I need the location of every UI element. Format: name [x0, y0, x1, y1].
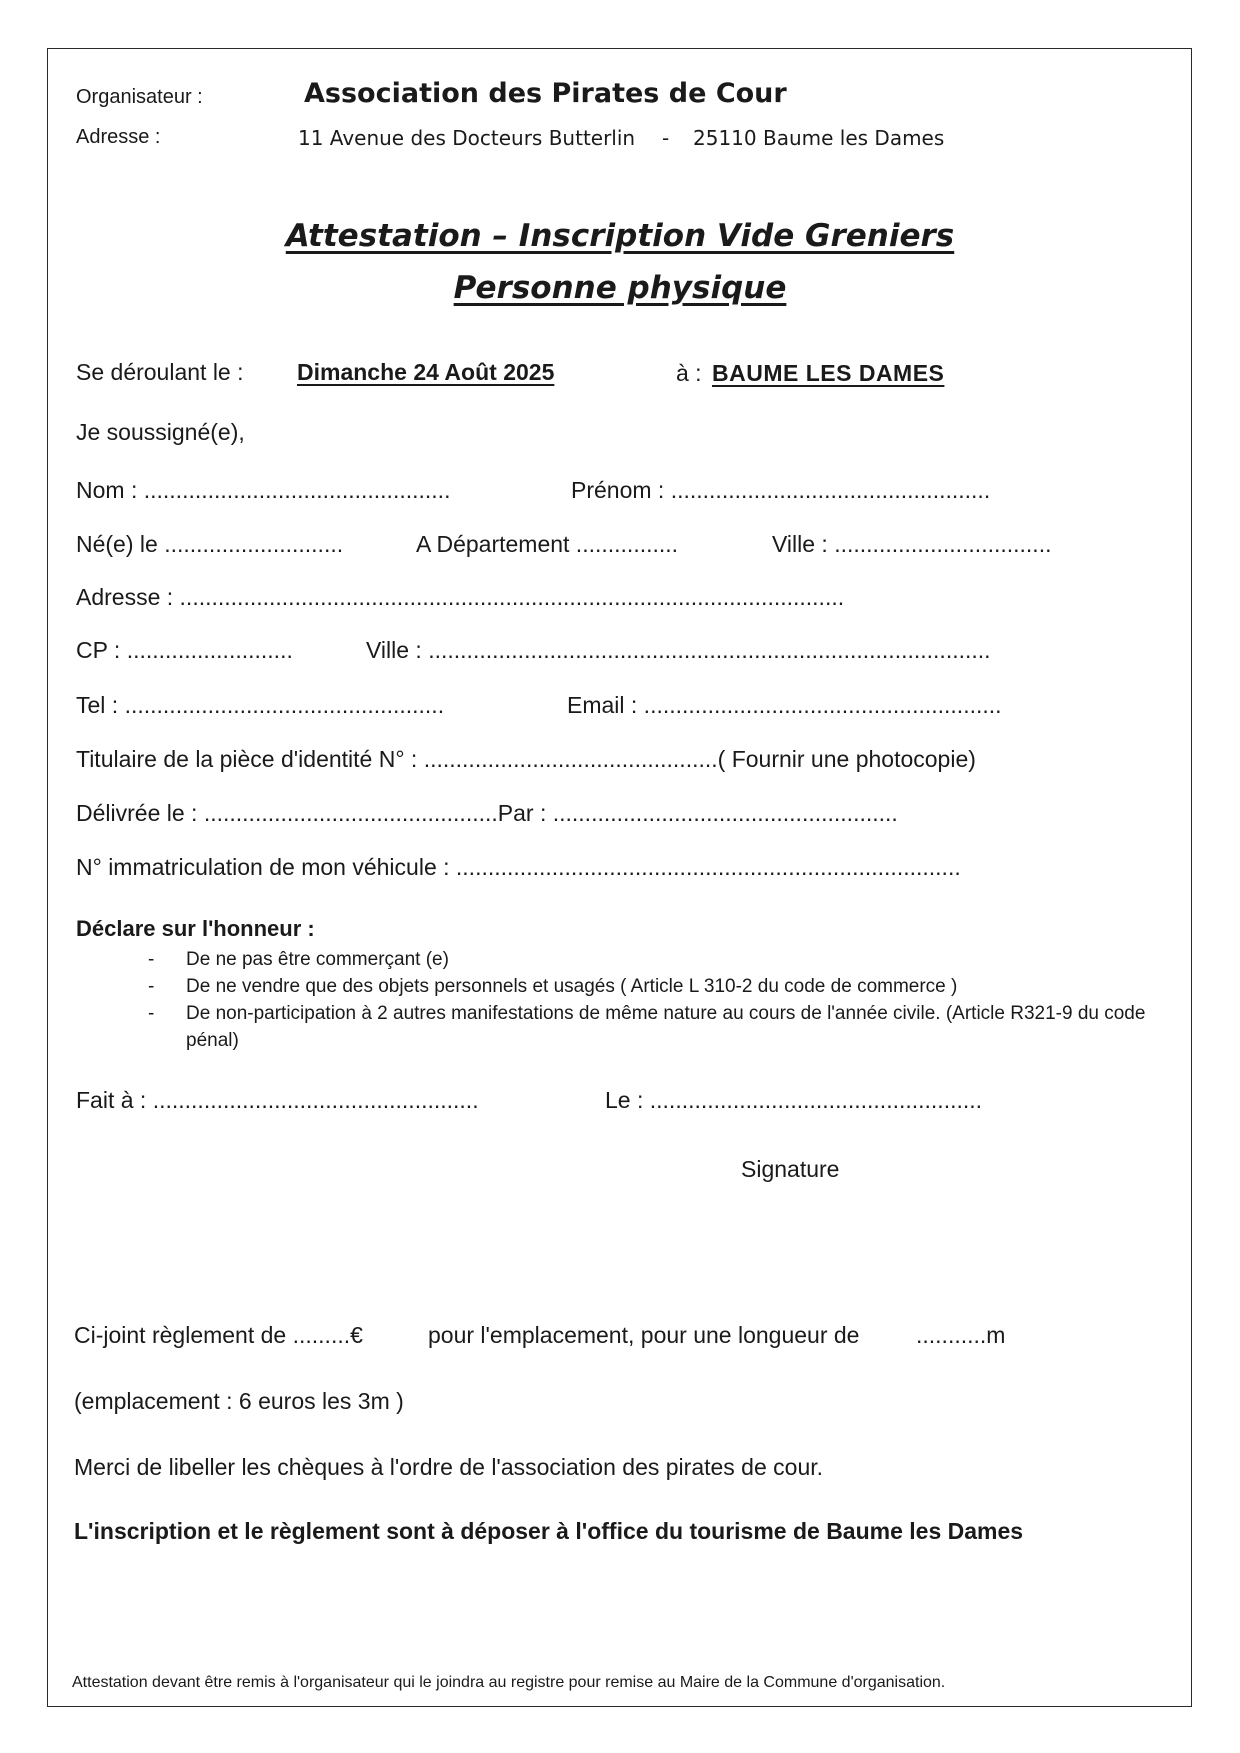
payment-text: pour l'emplacement, pour une longueur de	[428, 1322, 860, 1348]
departement-field[interactable]: A Département ................	[416, 531, 679, 557]
organizer-city: 25110 Baume les Dames	[693, 126, 945, 150]
id-issued-field[interactable]: Délivrée le : ..............................................Par : ......................................................	[76, 800, 898, 826]
signed-at-field[interactable]: Fait à : ...................................................	[76, 1087, 479, 1113]
document-subtitle: Personne physique	[453, 270, 787, 306]
declaration-heading: Déclare sur l'honneur :	[76, 916, 315, 941]
nom-field[interactable]: Nom : ................................................	[76, 477, 451, 503]
city-field[interactable]: Ville : ........................................................................................	[366, 637, 991, 663]
organizer-label: Organisateur :	[76, 86, 203, 108]
address-label: Adresse :	[76, 126, 161, 148]
declaration-item: - De ne vendre que des objets personnels et usagés ( Article L 310-2 du code de commerce )	[148, 976, 958, 997]
payment-amount-field[interactable]: Ci-joint règlement de .........€	[74, 1322, 363, 1348]
signed-date-field[interactable]: Le : ....................................................	[605, 1087, 983, 1113]
deposit-instructions: L'inscription et le règlement sont à déposer à l'office du tourisme de Baume les Dames	[74, 1518, 1024, 1544]
length-field[interactable]: ...........m	[916, 1322, 1006, 1348]
cheque-instructions: Merci de libeller les chèques à l'ordre de l'association des pirates de cour.	[74, 1454, 824, 1480]
organizer-street: 11 Avenue des Docteurs Butterlin	[298, 126, 636, 150]
event-date: Dimanche 24 Août 2025	[297, 359, 555, 385]
declaration-item: - De non-participation à 2 autres manifestations de même nature au cours de l'année civile. (Article R321-9 du code pénal)	[148, 1003, 1146, 1051]
organizer-name: Association des Pirates de Cour	[304, 78, 787, 109]
phone-field[interactable]: Tel : ..................................................	[76, 692, 445, 718]
event-place-label: à :	[676, 360, 702, 386]
prenom-field[interactable]: Prénom : ..................................................	[571, 477, 991, 503]
declaration-item: - De ne pas être commerçant (e)	[148, 949, 449, 970]
intro-text: Je soussigné(e),	[76, 419, 245, 445]
address-separator: -	[662, 126, 670, 150]
vehicle-plate-field[interactable]: N° immatriculation de mon véhicule : ...............................................................................	[76, 854, 961, 880]
signature-label: Signature	[741, 1156, 840, 1182]
declaration-list	[148, 946, 1158, 1054]
email-field[interactable]: Email : ........................................................	[567, 692, 1002, 718]
address-field[interactable]: Adresse : ........................................................................................................	[76, 584, 845, 610]
postal-code-field[interactable]: CP : ..........................	[76, 637, 293, 663]
birth-date-field[interactable]: Né(e) le ............................	[76, 531, 344, 557]
birth-city-field[interactable]: Ville : ..................................	[772, 531, 1052, 557]
event-date-label: Se déroulant le :	[76, 359, 244, 385]
event-place: BAUME LES DAMES	[712, 360, 945, 386]
footer-note: Attestation devant être remis à l'organisateur qui le joindra au registre pour remise au Maire de la Commune d'organisation.	[72, 1674, 946, 1691]
id-number-field[interactable]: Titulaire de la pièce d'identité N° : ..............................................( Fournir une photocopie)	[76, 746, 976, 772]
document-title: Attestation – Inscription Vide Greniers	[285, 218, 955, 254]
pricing-note: (emplacement : 6 euros les 3m )	[74, 1388, 404, 1414]
